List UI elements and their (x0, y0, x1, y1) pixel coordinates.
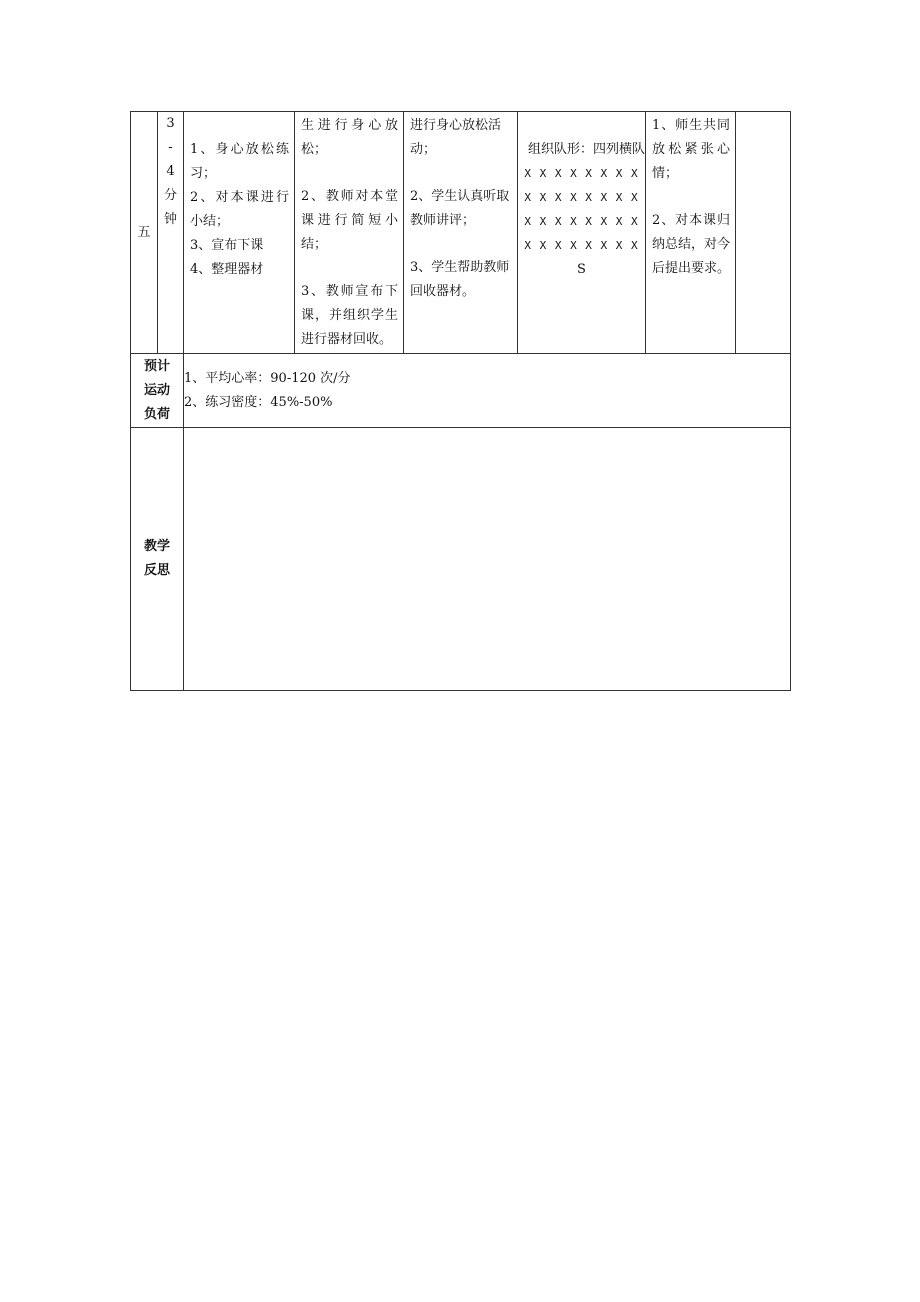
student-activity-cell (404, 112, 518, 354)
content-item: 3、宣布下课 (190, 238, 264, 253)
reflection-row (131, 428, 791, 691)
teacher-activity-cell (295, 112, 404, 354)
teacher-activity-2: 2、教师对本堂课进行简短小结； (301, 189, 398, 252)
exercise-density-line: 2、练习密度：45%-50% (184, 394, 333, 410)
reflection-label: 教学 反思 (131, 428, 184, 691)
goal-2: 2、对本课归纳总结，对今后提出要求。 (652, 213, 731, 276)
notes-cell (736, 112, 791, 354)
formation-row: X X X X X X X X (524, 191, 639, 204)
section-number: 五 (131, 112, 158, 354)
reflection-content[interactable] (184, 428, 791, 691)
formation-row: X X X X X X X X (524, 239, 639, 252)
teacher-activity-3: 3、教师宣布下课，并组织学生进行器材回收。 (301, 284, 398, 347)
load-row (131, 354, 791, 428)
formation-row: X X X X X X X X (524, 215, 639, 228)
formation-label: 组织队形：四列横队 (528, 142, 646, 157)
student-activity-1: 进行身心放松活动； (410, 118, 502, 157)
content-item: 2、对本课进行小结； (190, 190, 289, 229)
teacher-position-mark: S (577, 262, 586, 277)
goal-1: 1、师生共同放松紧张心情； (652, 118, 730, 181)
student-activity-2: 2、学生认真听取教师讲评； (410, 189, 510, 228)
load-content (184, 354, 791, 428)
teacher-activity-1: 生进行身心放松； (301, 118, 398, 157)
content-item: 4、整理器材 (190, 262, 264, 277)
load-label: 预计 运动 负荷 (131, 354, 184, 428)
heart-rate-line: 1、平均心率：90-120 次/分 (184, 370, 351, 386)
content-cell (184, 112, 295, 354)
formation-row: X X X X X X X X (524, 167, 639, 180)
organization-cell (518, 112, 646, 354)
student-activity-3: 3、学生帮助教师回收器材。 (410, 260, 510, 299)
section-time: 3 - 4 分 钟 (158, 112, 184, 354)
section-five-row (131, 112, 791, 354)
content-item: 1、身心放松练习； (190, 142, 289, 181)
lesson-plan-table (130, 111, 791, 691)
goals-cell (646, 112, 736, 354)
